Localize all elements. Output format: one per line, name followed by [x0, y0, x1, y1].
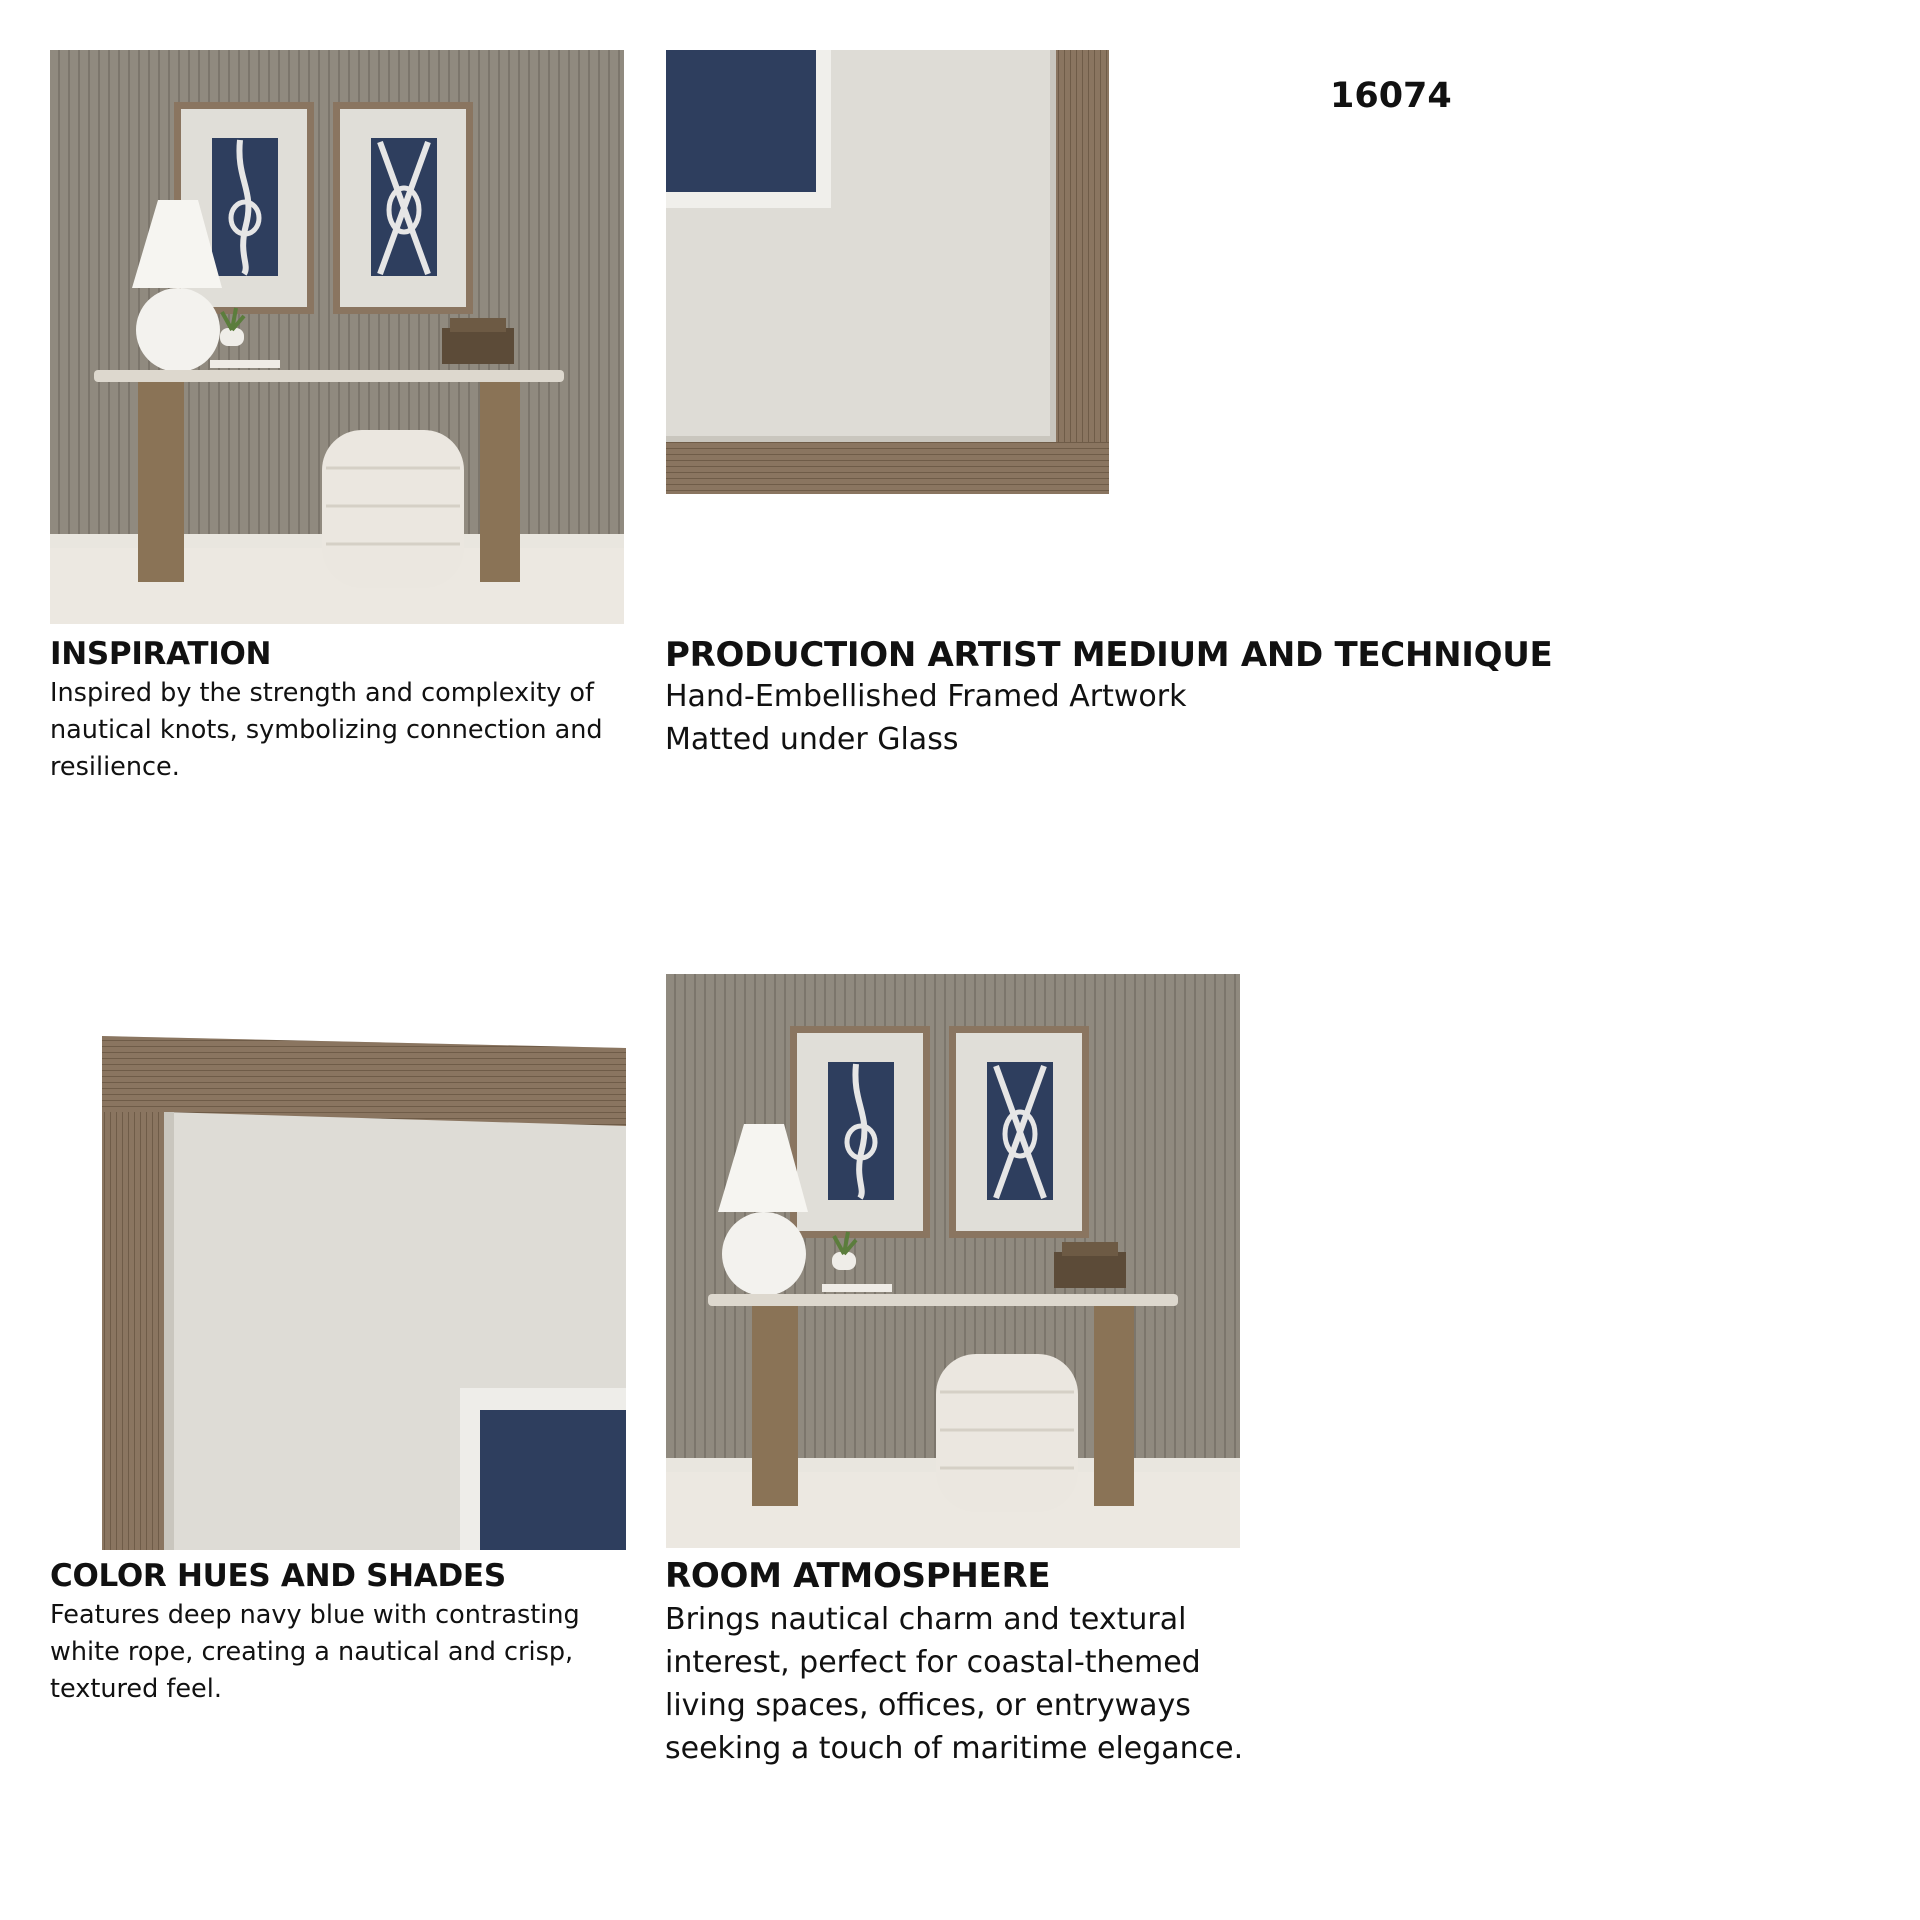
room-heading: ROOM ATMOSPHERE	[665, 1556, 1051, 1596]
inspiration-section	[50, 637, 630, 786]
production-section	[665, 636, 1665, 761]
production-heading: PRODUCTION ARTIST MEDIUM AND TECHNIQUE	[665, 635, 1553, 675]
room-scene-photo-top	[50, 50, 624, 624]
room-section	[665, 1557, 1245, 1770]
room-body: Brings nautical charm and textural interest, perfect for coastal-themed living spaces, offices, or entryways seeking a touch of maritime elegance.	[665, 1602, 1244, 1767]
color-body: Features deep navy blue with contrasting white rope, creating a nautical and crisp, textured feel.	[50, 1599, 580, 1704]
color-section	[50, 1559, 630, 1708]
frame-corner-detail-photo-top	[666, 50, 1109, 494]
color-heading: COLOR HUES AND SHADES	[50, 1558, 506, 1594]
inspiration-heading: INSPIRATION	[50, 636, 272, 672]
product-code: 16074	[1330, 76, 1452, 116]
frame-corner-detail-photo-bottom	[102, 1026, 626, 1550]
inspiration-body: Inspired by the strength and complexity of nautical knots, symbolizing connection and resilience.	[50, 677, 603, 782]
production-body: Hand-Embellished Framed Artwork Matted under Glass	[665, 679, 1187, 758]
room-scene-photo-bottom	[666, 974, 1240, 1548]
